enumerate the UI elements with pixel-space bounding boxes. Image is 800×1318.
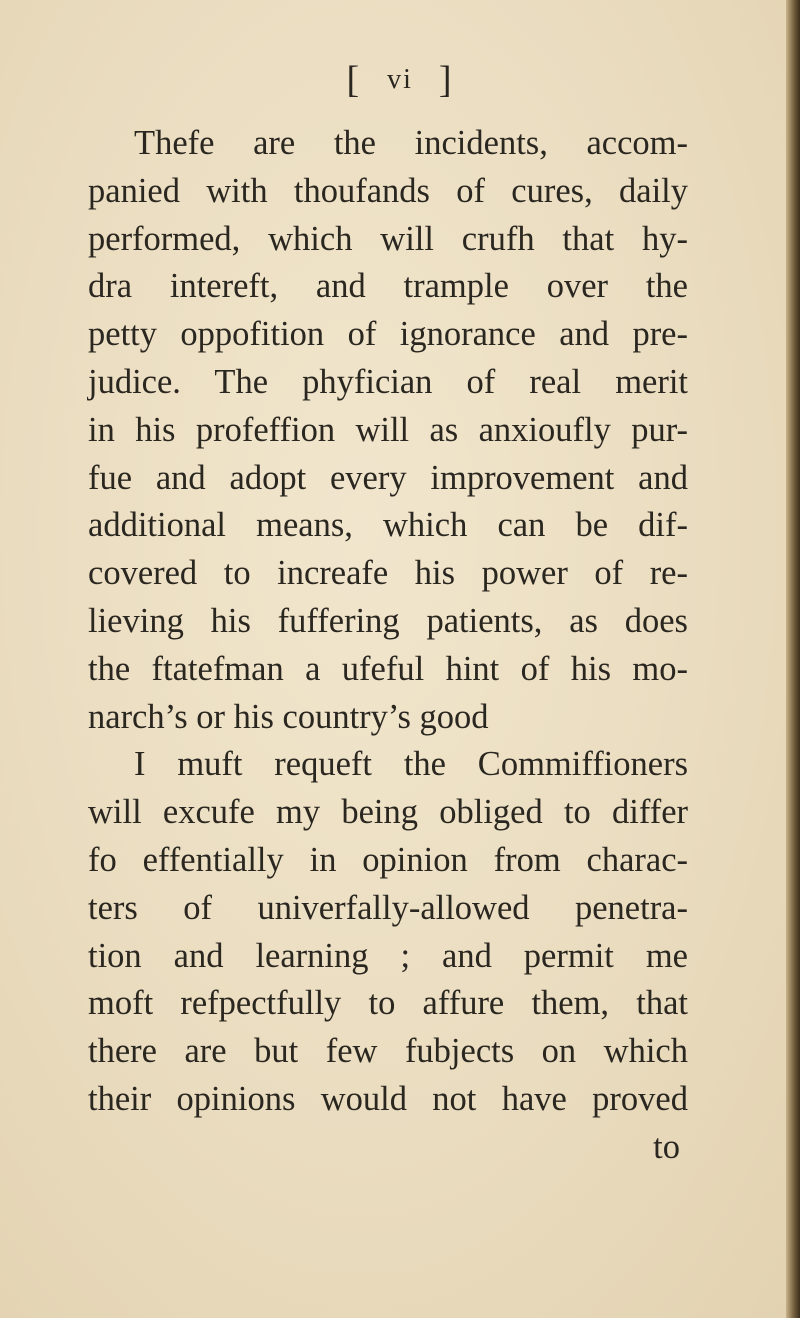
book-spine-edge [786, 0, 800, 1318]
text-line: will excufe my being obliged to differ [88, 793, 688, 832]
text-line: I muft requeft the Commiffioners [134, 745, 688, 784]
text-line: petty oppofition of ignorance and pre- [88, 315, 688, 354]
header-close-bracket: ] [438, 59, 454, 101]
text-line: tion and learning ; and permit me [88, 936, 688, 975]
text-line: there are but few fubjects on which [88, 1032, 688, 1071]
text-line: in his profeffion will as anxioufly pur- [88, 410, 688, 449]
text-line: judice. The phyfician of real merit [88, 362, 688, 401]
text-line: the ftatefman a ufeful hint of his mo- [88, 649, 688, 688]
page-number: vi [387, 64, 413, 95]
text-line: moft refpectfully to affure them, that [88, 984, 688, 1023]
text-line: fue and adopt every improvement and [88, 458, 688, 497]
text-line: panied with thoufands of cures, daily [88, 171, 688, 210]
text-line: fo effentially in opinion from charac- [88, 840, 688, 879]
header-open-bracket: [ [346, 59, 362, 101]
catchword: to [653, 1127, 680, 1166]
text-line: performed, which will crufh that hy- [88, 219, 688, 258]
body-text [88, 120, 688, 1172]
text-line: their opinions would not have proved [88, 1079, 688, 1118]
text-line: dra intereft, and trample over the [88, 267, 688, 306]
page-header [0, 58, 800, 102]
text-line: additional means, which can be dif- [88, 506, 688, 545]
text-line: covered to increafe his power of re- [88, 554, 688, 593]
text-line: Thefe are the incidents, accom- [134, 124, 688, 162]
text-line: ters of univerfally-allowed penetra- [88, 888, 688, 927]
text-line: lieving his fuffering patients, as does [88, 601, 688, 640]
text-line: narch’s or his country’s good [88, 697, 489, 736]
